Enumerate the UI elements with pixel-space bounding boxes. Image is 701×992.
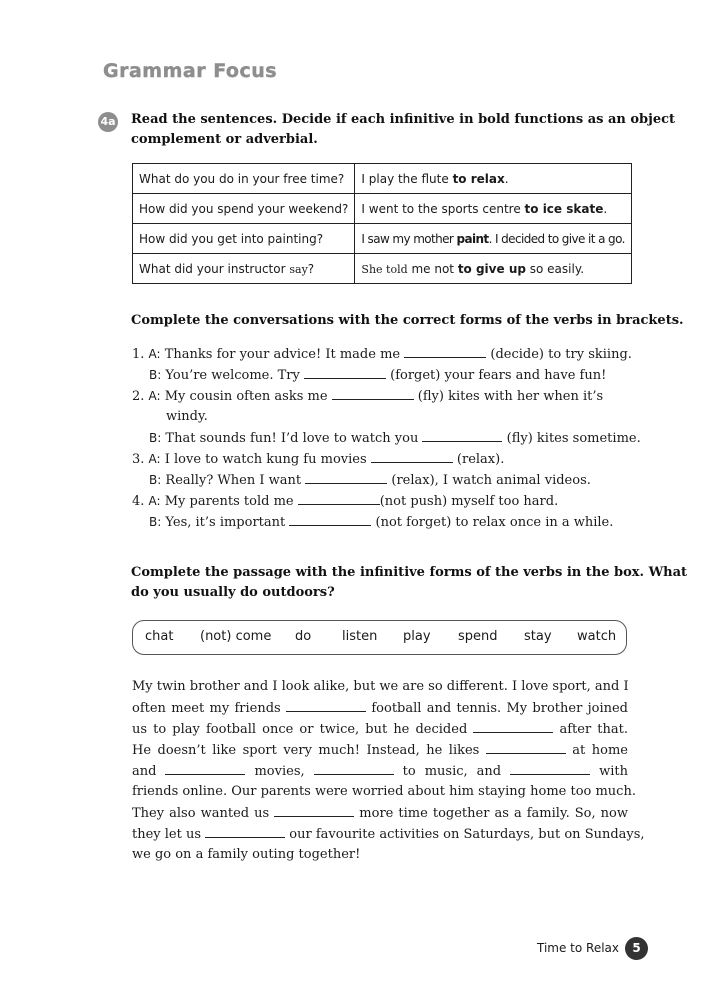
answer-blank[interactable] [305,469,387,484]
table-row [133,194,632,224]
list-item: 4. A: My parents told me (not push) myself too hard. [132,490,558,512]
unit-title: Time to Relax [537,941,620,955]
list-item: B: You’re welcome. Try (forget) your fears and have fun! [149,364,606,386]
passage-line: often meet my friends football and tennis. My brother joined [132,697,628,718]
word-chip: listen [342,629,378,644]
answer-blank[interactable] [510,760,590,775]
answer-blank[interactable] [304,364,386,379]
list-item: B: Yes, it’s important (not forget) to relax once in a while. [149,511,613,533]
answer-cell: I play the flute to relax. [355,164,631,194]
table-row [133,224,632,254]
answer-cell: I went to the sports centre to ice skate. [355,194,631,224]
list-item: 1. A: Thanks for your advice! It made me (decide) to try skiing. [132,343,632,365]
passage-line: they let us our favourite activities on Saturdays, but on Sundays, [132,823,628,844]
list-item: 2. A: My cousin often asks me (fly) kites with her when it’s [132,385,603,407]
passage-line: we go on a family outing together! [132,847,361,862]
table-row [133,254,632,284]
word-chip: (not) come [200,629,272,644]
page-number: 5 [625,937,648,960]
list-item: windy. [166,409,208,424]
word-chip: stay [524,629,552,644]
answer-blank[interactable] [404,343,486,358]
answer-blank[interactable] [165,760,245,775]
question-cell: How did you get into painting? [133,224,355,254]
passage-instruction: Complete the passage with the infinitive forms of the verbs in the box. What do you usually do outdoors? [131,565,688,600]
question-cell: What do you do in your free time? [133,164,355,194]
list-item: B: That sounds fun! I’d love to watch you (fly) kites sometime. [149,427,641,449]
question-cell: How did you spend your weekend? [133,194,355,224]
conversations-instruction: Complete the conversations with the correct forms of the verbs in brackets. [131,313,684,328]
word-chip: do [295,629,312,644]
answer-blank[interactable] [274,802,354,817]
page-title: Grammar Focus [103,60,278,82]
list-item: B: Really? When I want (relax), I watch animal videos. [149,469,591,491]
passage-line: They also wanted us more time together as a family. So, now [132,802,628,823]
answer-blank[interactable] [371,448,453,463]
answer-cell: She told me not to give up so easily. [355,254,631,284]
answer-blank[interactable] [314,760,394,775]
answer-blank[interactable] [205,823,285,838]
passage-line: us to play football once or twice, but he decided after that. [132,718,628,739]
answer-blank[interactable] [422,427,502,442]
passage-line: He doesn’t like sport very much! Instead, he likes at home [132,739,628,760]
answer-cell: I saw my mother paint. I decided to give it a go. [355,224,631,254]
answer-blank[interactable] [332,385,414,400]
list-item: 3. A: I love to watch kung fu movies (relax). [132,448,504,470]
table-row [133,164,632,194]
passage-line: and movies, to music, and with [132,760,628,781]
passage-line: My twin brother and I look alike, but we are so different. I love sport, and I [132,679,629,694]
answer-blank[interactable] [486,739,566,754]
word-chip: watch [577,629,617,644]
passage [132,676,645,865]
sentences-table [132,163,632,284]
word-chip: spend [458,629,498,644]
question-cell: What did your instructor say? [133,254,355,284]
answer-blank[interactable] [289,511,371,526]
answer-blank[interactable] [298,490,380,505]
word-chip: chat [145,629,174,644]
exercise-4a-instruction: Read the sentences. Decide if each infinitive in bold functions as an object complement or adverbial. [131,112,676,147]
word-box [132,620,627,655]
exercise-badge: 4a [98,112,118,132]
answer-blank[interactable] [473,718,553,733]
passage-line: friends online. Our parents were worried about him staying home too much. [132,784,636,799]
answer-blank[interactable] [286,697,366,712]
word-chip: play [403,629,431,644]
word-box-dash-accent [146,618,606,620]
